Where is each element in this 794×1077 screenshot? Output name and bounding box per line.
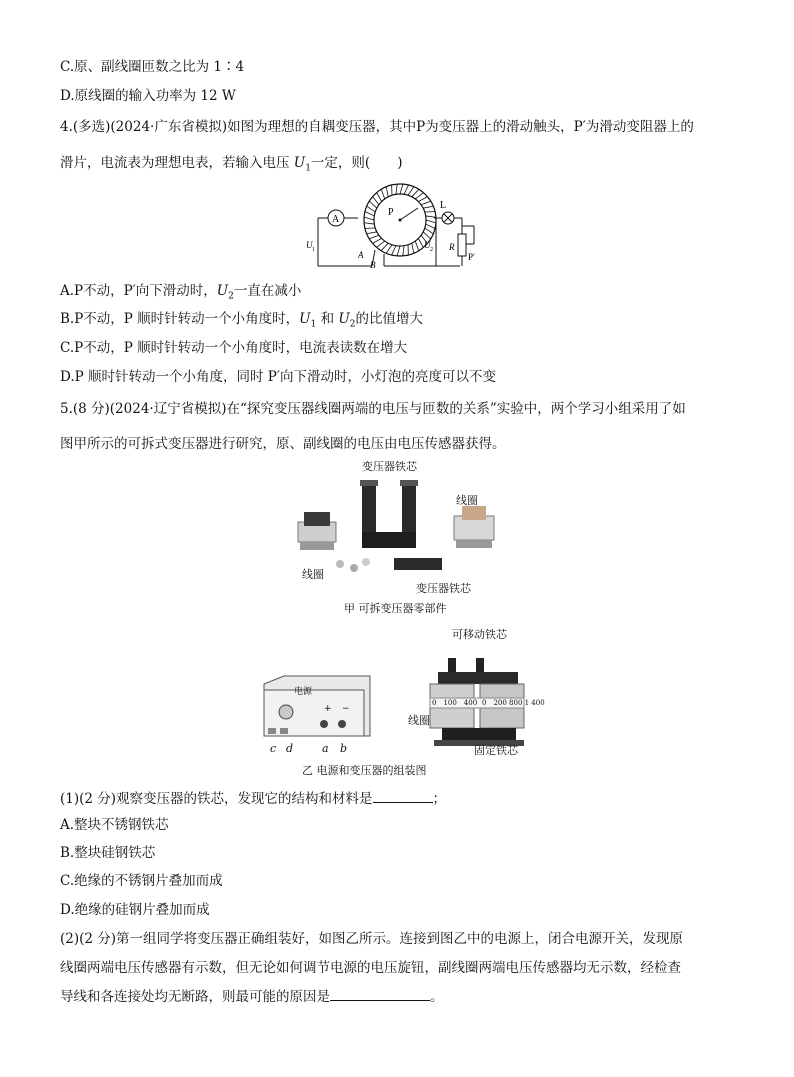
question-5-tail: 图甲所示的可拆式变压器进行研究，原、副线圈的电压由电压传感器获得。	[60, 436, 506, 452]
answer-blank-1[interactable]	[373, 788, 433, 803]
label-r: R	[449, 242, 455, 252]
label-term-b: b	[340, 742, 348, 755]
caption-jia: 甲 可拆变压器零部件	[344, 602, 447, 615]
q5-part-2-line-3: 导线和各连接处均无断路，则最可能的原因是 。	[60, 986, 444, 1007]
q5-opt-d: D.绝缘的硅钢片叠加而成	[60, 902, 210, 918]
caption-yi: 乙 电源和变压器的组装图	[302, 764, 427, 777]
q5-part-2-line-2: 线圈两端电压传感器有示数，但无论如何调节电源的电压旋钮，副线圈两端电压传感器均无示数，经检查	[60, 960, 681, 976]
label-minus: −	[342, 704, 350, 714]
rheostat-icon	[458, 234, 466, 256]
label-p-prime: P′	[468, 252, 475, 262]
autotransformer-circuit	[300, 178, 500, 274]
svg-text:1: 1	[312, 247, 315, 253]
question-4-tail: 滑片，电流表为理想电表，若输入电压 $U_1$一定，则( )	[60, 155, 403, 174]
label-term-d: d	[286, 742, 294, 755]
q4-option-a: A.P不动，P′向下滑动时，$U_2$一直在减小	[60, 283, 302, 302]
label-core-top: 变压器铁芯	[362, 460, 417, 473]
label-fixed-core: 固定铁芯	[474, 744, 518, 757]
label-b: B	[370, 260, 376, 270]
label-u2: U	[424, 240, 431, 250]
label-p: P	[388, 207, 394, 218]
q5-opt-c: C.绝缘的不锈钢片叠加而成	[60, 873, 223, 889]
label-coil-right: 线圈	[456, 494, 478, 507]
q5-opt-a: A.整块不锈钢铁芯	[60, 817, 169, 833]
ammeter-label: A	[332, 214, 340, 225]
label-term-c: c	[270, 742, 277, 755]
svg-text:2: 2	[430, 247, 433, 253]
question-4-head: 4.(多选)(2024·广东省模拟)如图为理想的自耦变压器，其中P为变压器上的滑动触头，P′为滑动变阻器上的	[60, 119, 694, 135]
option-d-prev: D.原线圈的输入功率为 12 W	[60, 88, 236, 104]
label-plus: +	[324, 704, 332, 714]
q5-part-1: (1)(2 分)观察变压器的铁芯，发现它的结构和材料是 ；	[60, 788, 446, 809]
question-5-head: 5.(8 分)(2024·辽宁省模拟)在“探究变压器线圈两端的电压与匝数的关系”实验中，两个学习小组采用了如	[60, 401, 686, 417]
figure-jia	[290, 458, 510, 618]
label-term-a: a	[322, 742, 329, 755]
q5-part-2-line-1: (2)(2 分)第一组同学将变压器正确组装好，如图乙所示。连接到图乙中的电源上，闭合电源开关，发现原	[60, 931, 684, 947]
label-coil-left: 线圈	[302, 568, 324, 581]
q4-option-d: D.P 顺时针转动一个小角度，同时 P′向下滑动时，小灯泡的亮度可以不变	[60, 369, 496, 385]
label-l: L	[440, 200, 447, 211]
label-scale-right: 0 200 800 1 400	[482, 699, 545, 707]
label-u1: U	[306, 240, 313, 250]
label-movable-core: 可移动铁芯	[452, 628, 507, 641]
answer-blank-2[interactable]	[330, 986, 430, 1001]
q4-option-b: B.P不动，P 顺时针转动一个小角度时，$U_1$ 和 $U_2$的比值增大	[60, 311, 424, 330]
label-power: 电源	[294, 687, 313, 697]
q5-opt-b: B.整块硅钢铁芯	[60, 845, 156, 861]
q4-option-c: C.P不动，P 顺时针转动一个小角度时，电流表读数在增大	[60, 340, 408, 356]
label-coil-yi: 线圈	[408, 714, 430, 727]
label-core-bottom: 变压器铁芯	[416, 582, 471, 595]
option-c-prev: C.原、副线圈匝数之比为 1∶4	[60, 59, 245, 75]
figure-yi	[258, 626, 545, 762]
label-scale-left: 0 100 400	[432, 699, 478, 707]
label-a: A	[358, 250, 364, 260]
